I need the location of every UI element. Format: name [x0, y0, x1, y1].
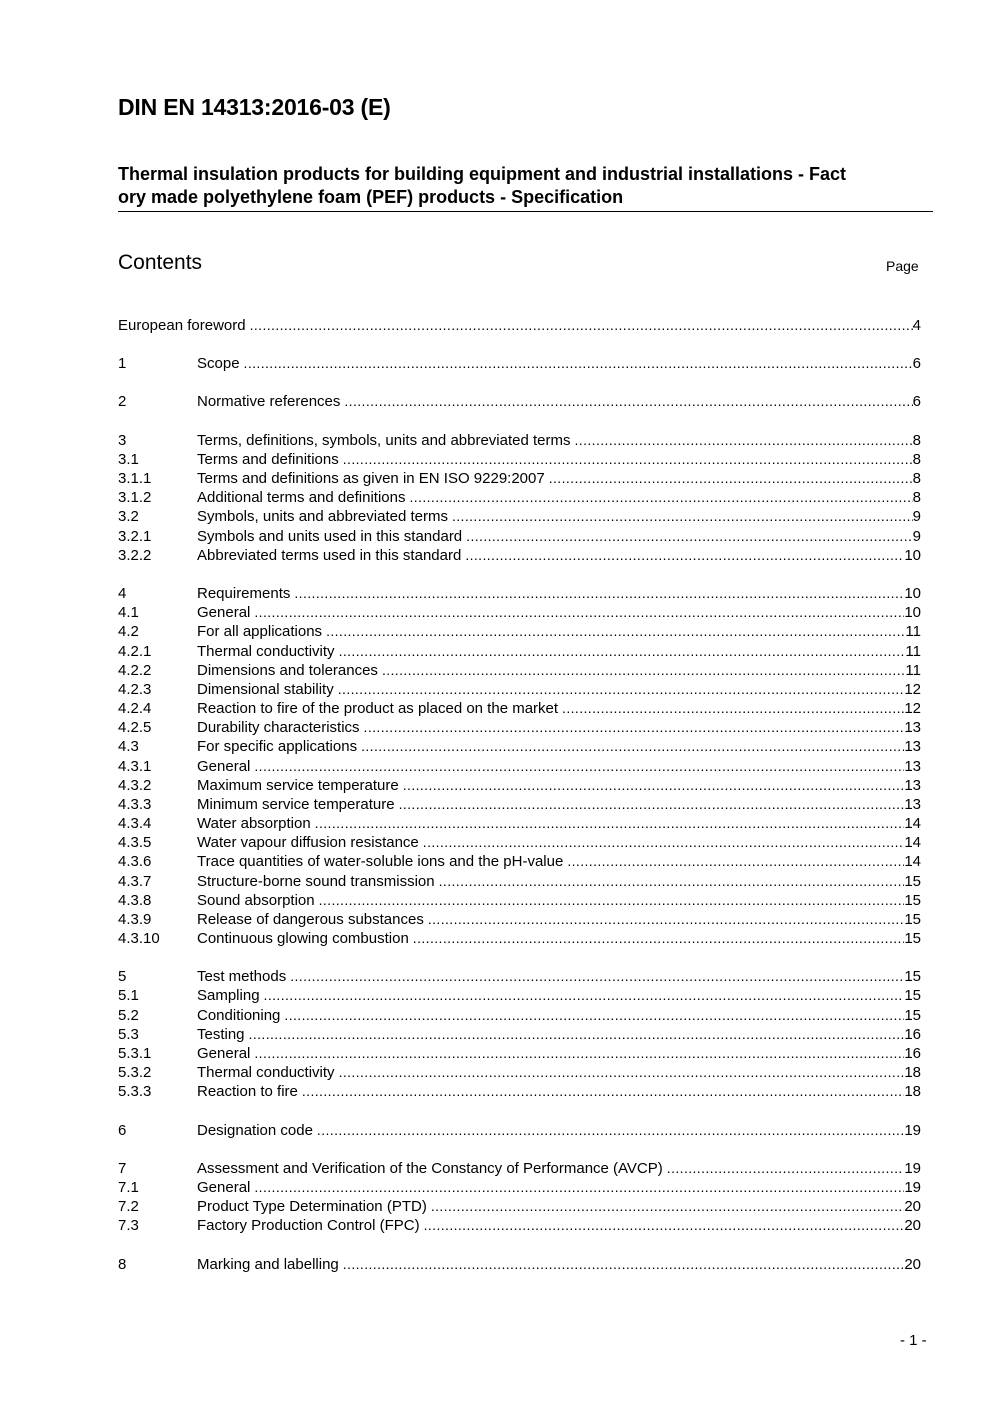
toc-dot-leader [549, 469, 913, 488]
toc-entry[interactable] [118, 507, 921, 526]
toc-entry-title: Maximum service temperature [197, 777, 399, 794]
toc-entry-page: 19 [904, 1160, 921, 1177]
toc-dot-leader [567, 852, 904, 871]
toc-dot-leader [338, 680, 905, 699]
toc-entry-page: 11 [905, 623, 921, 640]
toc-dot-leader [439, 872, 905, 891]
toc-entry[interactable] [118, 546, 921, 565]
document-title-line-1: Thermal insulation products for building equipment and industrial installations - Fact [118, 164, 847, 184]
footer-page-number: - 1 - [900, 1332, 927, 1349]
toc-entry[interactable] [118, 1063, 921, 1082]
toc-entry-title: Normative references [197, 393, 341, 410]
toc-entry-page: 18 [904, 1083, 921, 1100]
toc-entry-number: 4.3.1 [118, 758, 152, 775]
toc-entry-title: Terms and definitions [197, 451, 339, 468]
toc-entry-page: 10 [904, 604, 921, 621]
toc-dot-leader [361, 737, 904, 756]
toc-entry-page: 13 [904, 738, 921, 755]
toc-entry-title: For specific applications [197, 738, 358, 755]
toc-dot-leader [399, 795, 905, 814]
toc-entry-page: 14 [904, 853, 921, 870]
document-title-line-2: ory made polyethylene foam (PEF) products - Specification [118, 187, 624, 207]
toc-entry[interactable] [118, 603, 921, 622]
toc-entry[interactable] [118, 1255, 921, 1274]
toc-entry-title: Conditioning [197, 1007, 281, 1024]
toc-entry-page: 12 [904, 681, 921, 698]
toc-entry-title: Test methods [197, 968, 287, 985]
toc-entry[interactable] [118, 1044, 921, 1063]
toc-entry-title: Symbols, units and abbreviated terms [197, 508, 448, 525]
toc-dot-leader [428, 910, 904, 929]
toc-entry-page: 9 [912, 528, 921, 545]
toc-entry-page: 15 [904, 987, 921, 1004]
toc-entry[interactable] [118, 488, 921, 507]
toc-entry-page: 15 [904, 873, 921, 890]
toc-entry-page: 20 [904, 1217, 921, 1234]
toc-dot-leader [254, 757, 904, 776]
toc-entry[interactable] [118, 852, 921, 871]
toc-entry-number: 4.3.6 [118, 853, 152, 870]
toc-dot-leader [317, 1121, 904, 1140]
toc-entry-page: 16 [904, 1045, 921, 1062]
toc-dot-leader [431, 1197, 905, 1216]
toc-dot-leader [575, 431, 913, 450]
toc-entry[interactable] [118, 1121, 921, 1140]
toc-entry-number: 4 [118, 585, 127, 602]
toc-entry-page: 13 [904, 758, 921, 775]
toc-dot-leader [424, 1216, 905, 1235]
toc-entry-title: Release of dangerous substances [197, 911, 424, 928]
toc-entry[interactable] [118, 622, 921, 641]
toc-dot-leader [339, 1063, 905, 1082]
toc-entry-title: Water vapour diffusion resistance [197, 834, 419, 851]
toc-dot-leader [339, 642, 906, 661]
toc-entry-title: Assessment and Verification of the Constancy of Performance (AVCP) [197, 1160, 663, 1177]
toc-entry-page: 18 [904, 1064, 921, 1081]
toc-entry-page: 9 [912, 508, 921, 525]
toc-entry-page: 8 [912, 489, 921, 506]
toc-dot-leader [302, 1082, 904, 1101]
toc-dot-leader [254, 1044, 904, 1063]
toc-dot-leader [254, 1178, 904, 1197]
document-id: DIN EN 14313:2016-03 (E) [118, 94, 391, 120]
toc-entry-title: Minimum service temperature [197, 796, 395, 813]
toc-entry[interactable] [118, 584, 921, 603]
toc-entry[interactable] [118, 795, 921, 814]
toc-dot-leader [244, 354, 913, 373]
toc-dot-leader [382, 661, 905, 680]
toc-entry[interactable] [118, 527, 921, 546]
toc-entry-page: 20 [904, 1256, 921, 1273]
toc-entry-title: Abbreviated terms used in this standard [197, 547, 462, 564]
toc-entry-page: 15 [904, 1007, 921, 1024]
toc-entry-title: European foreword [118, 317, 246, 334]
toc-dot-leader [343, 450, 913, 469]
toc-entry-page: 8 [912, 470, 921, 487]
toc-entry-title: General [197, 604, 251, 621]
toc-entry[interactable] [118, 929, 921, 948]
toc-dot-leader [290, 967, 904, 986]
toc-entry-title: Product Type Determination (PTD) [197, 1198, 427, 1215]
toc-entry-page: 11 [905, 643, 921, 660]
toc-entry-number: 5 [118, 968, 127, 985]
page-column-heading: Page [886, 258, 919, 274]
toc-entry-page: 10 [904, 547, 921, 564]
toc-entry-number: 8 [118, 1256, 127, 1273]
toc-entry-page: 8 [912, 432, 921, 449]
toc-entry-title: Structure-borne sound transmission [197, 873, 435, 890]
toc-entry-number: 4.3.10 [118, 930, 160, 947]
toc-entry-number: 4.2.2 [118, 662, 152, 679]
toc-dot-leader [562, 699, 904, 718]
toc-entry-page: 14 [904, 815, 921, 832]
toc-entry[interactable] [118, 1025, 921, 1044]
toc-entry-number: 4.2.1 [118, 643, 152, 660]
toc-entry-title: Thermal conductivity [197, 1064, 335, 1081]
toc-entry-number: 5.3.3 [118, 1083, 152, 1100]
toc-entry-number: 5.2 [118, 1007, 139, 1024]
toc-entry-page: 14 [904, 834, 921, 851]
toc-dot-leader [403, 776, 905, 795]
toc-entry-page: 11 [905, 662, 921, 679]
toc-entry-title: For all applications [197, 623, 323, 640]
toc-entry-page: 19 [904, 1122, 921, 1139]
toc-dot-leader [315, 814, 905, 833]
toc-entry[interactable] [118, 680, 921, 699]
toc-entry-number: 5.3 [118, 1026, 139, 1043]
toc-entry[interactable] [118, 872, 921, 891]
contents-heading: Contents [118, 251, 203, 274]
toc-dot-leader [452, 507, 913, 526]
toc-dot-leader [409, 488, 912, 507]
toc-entry-number: 7 [118, 1160, 127, 1177]
toc-entry-number: 4.3.9 [118, 911, 152, 928]
toc-dot-leader [364, 718, 905, 737]
toc-entry-page: 15 [904, 968, 921, 985]
toc-entry-number: 4.3.2 [118, 777, 152, 794]
toc-entry-number: 3.2.1 [118, 528, 152, 545]
toc-entry-page: 16 [904, 1026, 921, 1043]
toc-entry-number: 3.1.2 [118, 489, 152, 506]
toc-entry[interactable] [118, 354, 921, 373]
toc-entry-number: 4.2.4 [118, 700, 152, 717]
toc-entry-page: 6 [912, 355, 921, 372]
toc-entry[interactable] [118, 967, 921, 986]
toc-entry-number: 6 [118, 1122, 127, 1139]
toc-entry[interactable] [118, 986, 921, 1005]
toc-entry-title: General [197, 1179, 251, 1196]
toc-entry-title: Additional terms and definitions [197, 489, 406, 506]
toc-entry-page: 15 [904, 892, 921, 909]
toc-entry-number: 5.1 [118, 987, 139, 1004]
toc-entry[interactable] [118, 814, 921, 833]
toc-entry-number: 5.3.1 [118, 1045, 152, 1062]
toc-entry-number: 1 [118, 355, 127, 372]
toc-entry-page: 20 [904, 1198, 921, 1215]
toc-entry[interactable] [118, 1216, 921, 1235]
toc-entry[interactable] [118, 1159, 921, 1178]
toc-entry-number: 4.3.3 [118, 796, 152, 813]
toc-entry-page: 6 [912, 393, 921, 410]
toc-entry[interactable] [118, 699, 921, 718]
toc-entry-number: 4.1 [118, 604, 139, 621]
toc-entry-title: Factory Production Control (FPC) [197, 1217, 420, 1234]
toc-entry-title: Thermal conductivity [197, 643, 335, 660]
toc-dot-leader [250, 316, 913, 335]
toc-entry-number: 7.3 [118, 1217, 139, 1234]
toc-entry-number: 5.3.2 [118, 1064, 152, 1081]
toc-entry-number: 4.3.4 [118, 815, 152, 832]
toc-entry-number: 7.2 [118, 1198, 139, 1215]
toc-entry-title: Symbols and units used in this standard [197, 528, 463, 545]
toc-entry[interactable] [118, 431, 921, 450]
toc-entry[interactable] [118, 469, 921, 488]
toc-entry-page: 8 [912, 451, 921, 468]
toc-dot-leader [667, 1159, 905, 1178]
toc-entry-page: 19 [904, 1179, 921, 1196]
toc-entry-title: Terms, definitions, symbols, units and abbreviated terms [197, 432, 571, 449]
toc-dot-leader [465, 546, 904, 565]
toc-dot-leader [343, 1255, 905, 1274]
toc-entry-title: Sound absorption [197, 892, 315, 909]
toc-entry[interactable] [118, 737, 921, 756]
toc-dot-leader [319, 891, 905, 910]
toc-entry-number: 3.1 [118, 451, 139, 468]
toc-entry-title: Trace quantities of water-soluble ions and the pH-value [197, 853, 564, 870]
toc-dot-leader [466, 527, 913, 546]
toc-entry-number: 4.2.5 [118, 719, 152, 736]
toc-entry-page: 10 [904, 585, 921, 602]
toc-entry-title: Requirements [197, 585, 291, 602]
document-title [118, 163, 933, 212]
toc-entry-title: Durability characteristics [197, 719, 360, 736]
toc-entry[interactable] [118, 661, 921, 680]
toc-entry-title: Dimensions and tolerances [197, 662, 378, 679]
toc-dot-leader [249, 1025, 905, 1044]
toc-entry[interactable] [118, 1178, 921, 1197]
toc-entry-title: Testing [197, 1026, 245, 1043]
toc-entry-number: 2 [118, 393, 127, 410]
toc-entry-page: 4 [912, 317, 921, 334]
toc-entry-title: Water absorption [197, 815, 311, 832]
toc-entry-page: 13 [904, 796, 921, 813]
toc-entry[interactable] [118, 1197, 921, 1216]
toc-entry[interactable] [118, 718, 921, 737]
toc-entry[interactable] [118, 891, 921, 910]
toc-entry-page: 12 [904, 700, 921, 717]
toc-entry-title: Reaction to fire [197, 1083, 298, 1100]
toc-entry[interactable] [118, 316, 921, 335]
toc-entry[interactable] [118, 910, 921, 929]
toc-entry-number: 3.1.1 [118, 470, 152, 487]
toc-entry-title: Dimensional stability [197, 681, 334, 698]
toc-entry-page: 13 [904, 777, 921, 794]
toc-entry-title: General [197, 1045, 251, 1062]
toc-entry-title: Scope [197, 355, 240, 372]
toc-entry-page: 15 [904, 930, 921, 947]
toc-entry-title: Marking and labelling [197, 1256, 339, 1273]
toc-entry[interactable] [118, 1006, 921, 1025]
toc-dot-leader [326, 622, 905, 641]
toc-entry-title: General [197, 758, 251, 775]
toc-entry[interactable] [118, 642, 921, 661]
toc-entry-title: Designation code [197, 1122, 313, 1139]
toc-dot-leader [254, 603, 904, 622]
toc-entry-number: 4.2.3 [118, 681, 152, 698]
toc-entry-title: Terms and definitions as given in EN ISO 9229:2007 [197, 470, 545, 487]
toc-dot-leader [413, 929, 905, 948]
toc-entry-number: 4.3.5 [118, 834, 152, 851]
toc-entry-title: Sampling [197, 987, 260, 1004]
toc-entry-page: 13 [904, 719, 921, 736]
toc-entry-page: 15 [904, 911, 921, 928]
toc-entry-number: 3.2.2 [118, 547, 152, 564]
toc-entry-title: Continuous glowing combustion [197, 930, 409, 947]
toc-entry[interactable] [118, 776, 921, 795]
toc-entry-number: 4.2 [118, 623, 139, 640]
toc-entry[interactable] [118, 833, 921, 852]
toc-dot-leader [284, 1006, 904, 1025]
toc-entry[interactable] [118, 450, 921, 469]
toc-dot-leader [344, 392, 912, 411]
toc-entry-number: 7.1 [118, 1179, 139, 1196]
toc-entry[interactable] [118, 392, 921, 411]
toc-entry-title: Reaction to fire of the product as placed on the market [197, 700, 559, 717]
toc-entry-number: 4.3.8 [118, 892, 152, 909]
toc-dot-leader [423, 833, 905, 852]
toc-entry[interactable] [118, 1082, 921, 1101]
toc-entry[interactable] [118, 757, 921, 776]
toc-dot-leader [294, 584, 904, 603]
toc-dot-leader [264, 986, 905, 1005]
toc-entry-number: 3.2 [118, 508, 139, 525]
toc-entry-number: 3 [118, 432, 127, 449]
toc-entry-number: 4.3 [118, 738, 139, 755]
toc-entry-number: 4.3.7 [118, 873, 152, 890]
